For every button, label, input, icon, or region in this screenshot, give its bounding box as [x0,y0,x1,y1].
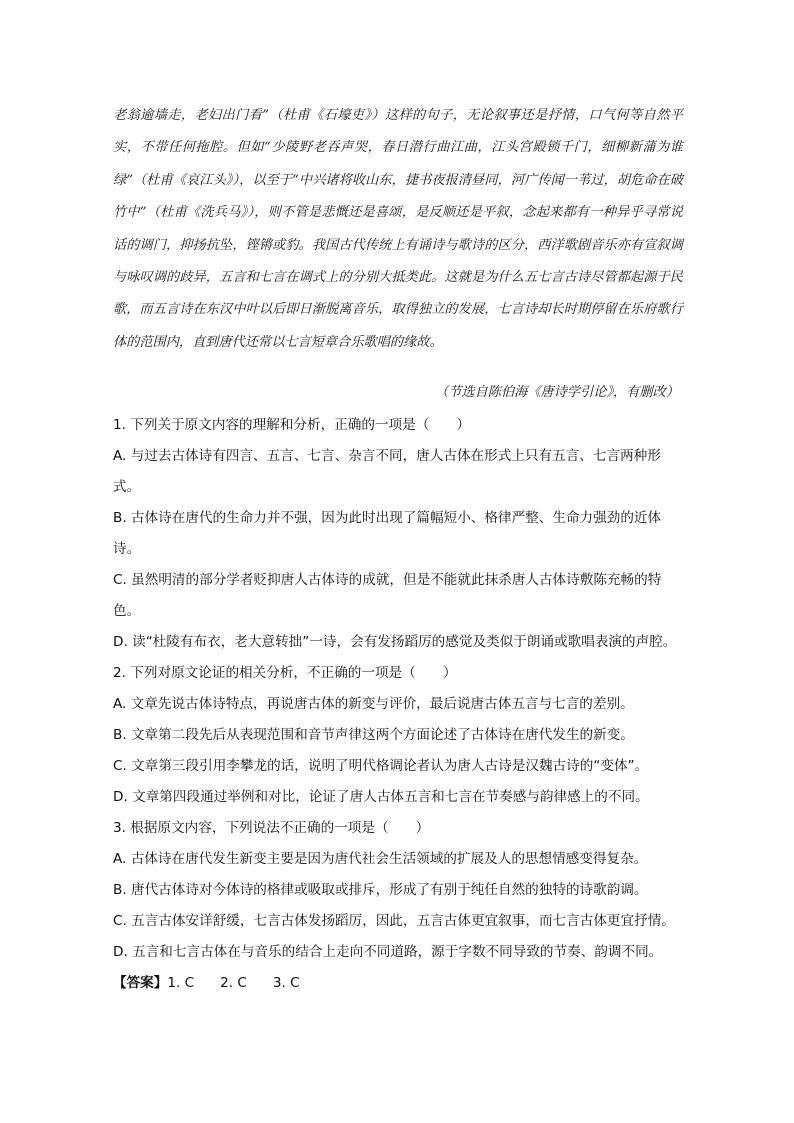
question-2-stem: 2. 下列对原文论证的相关分析，不正确的一项是（ ） [113,665,457,681]
question-1-stem: 1. 下列关于原文内容的理解和分析，正确的一项是（ ） [113,417,471,433]
question-2-option-a: A. 文章先说古体诗特点，再说唐古体的新变与评价，最后说唐古体五言与七言的差别。 [113,696,634,712]
question-1-option-d: D. 读“杜陵有布衣，老大意转拙”一诗，会有发扬蹈厉的感觉及类似于朗诵或歌唱表演的声腔。 [113,634,677,650]
passage-source: （节选自陈伯海《唐诗学引论》，有删改） [435,385,679,400]
answer-label: 【答案】 [113,975,168,991]
answer-item-2: 2. C [220,975,247,991]
answer-item-3: 3. C [272,975,300,991]
question-2-option-c: C. 文章第三段引用李攀龙的话，说明了明代格调论者认为唐人古诗是汉魏古诗的“变体”。 [113,758,649,774]
question-1-option-a: A. 与过去古体诗有四言、五言、七言、杂言不同，唐人古体在形式上只有五言、七言两种形式。 [113,448,661,495]
question-3-option-c: C. 五言古体安详舒缓，七言古体发扬蹈厉，因此，五言古体更宜叙事，而七言古体更宜抒情。 [113,913,675,929]
question-1-option-c: C. 虽然明清的部分学者贬抑唐人古体诗的成就，但是不能就此抹杀唐人古体诗敷陈充畅的特色。 [113,572,662,619]
question-2-option-d: D. 文章第四段通过举例和对比，论证了唐人古体五言和七言在节奏感与韵律感上的不同。 [113,789,649,805]
question-list [113,410,683,999]
question-3-option-b: B. 唐代古体诗对今体诗的格律或吸取或排斥，形成了有别于纯任自然的独特的诗歌韵调。 [113,882,648,898]
question-3-stem: 3. 根据原文内容，下列说法不正确的一项是（ ） [113,820,430,836]
question-3-option-d: D. 五言和七言古体在与音乐的结合上走向不同道路，源于字数不同导致的节奏、韵调不同。 [113,944,663,960]
question-3-option-a: A. 古体诗在唐代发生新变主要是因为唐代社会生活领域的扩展及人的思想情感变得复杂。 [113,851,648,867]
passage-excerpt [113,100,683,359]
answer-line [113,968,683,999]
question-2-option-b: B. 文章第二段先后从表现范围和音节声律这两个方面论述了古体诗在唐代发生的新变。 [113,727,634,743]
answer-item-1: 1. C [167,975,195,991]
passage-text: 老翁逾墙走，老妇出门看”（杜甫《石壕吏》）这样的句子，无论叙事还是抒情，口气何等自然平实，不带任何拖腔。但如“少陵野老吞声哭，春日潜行曲江曲，江头宫殿锁千门，细柳新蒲为谁绿”（杜甫《哀江头》），以至于“中兴诸将收山东，捷书夜报清昼同，河广传闻一苇过，胡危命在破竹中”（杜甫《洗兵马》），则不管是悲慨还是喜颂，是反顺还是平叙，念起来都有一种异乎寻常说话的调门，抑扬抗坠，铿锵或豹。我国古代传统上有诵诗与歌诗的区分，西洋歌剧音乐亦有宣叙调与咏叹调的歧异，五言和七言在调式上的分别大抵类此。这就是为什么五七言古诗尽管都起源于民歌，而五言诗在东汉中叶以后即日渐脱离音乐，取得独立的发展，七言诗却长时期停留在乐府歌行体的范围内，直到唐代还常以七言短章合乐歌唱的缘故。 [113,108,683,350]
question-1-option-b: B. 古体诗在唐代的生命力并不强，因为此时出现了篇幅短小、格律严整、生命力强劲的近体诗。 [113,510,662,557]
